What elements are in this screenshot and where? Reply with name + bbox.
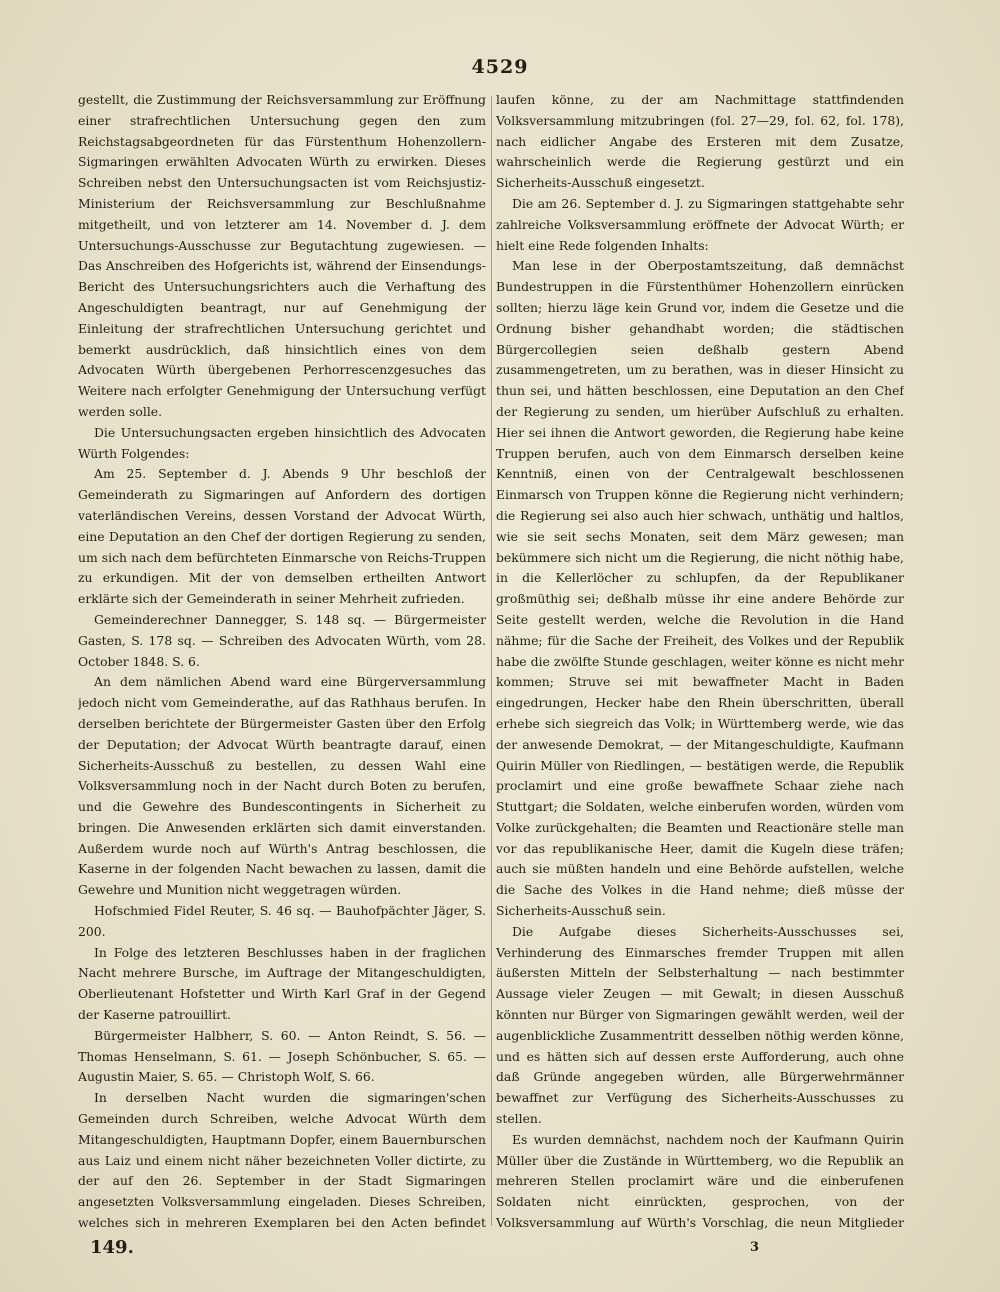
paragraph: laufen könne, zu der am Nachmittage stattfindenden Volksversammlung mitzubringen (fol. 27—29, fol. 62, fol. 178), nach eidlicher Angabe des Ersteren mit dem Zusatze, wahrscheinlich werde die Regierung gestürzt und ein Sicherheits-Ausschuß eingesetzt. — [496, 92, 904, 191]
sheet-signature-left: 149. — [90, 1237, 134, 1258]
left-column — [78, 90, 486, 1230]
paragraph: gestellt, die Zustimmung der Reichsversammlung zur Eröffnung einer strafrechtlichen Untersuchung gegen den zum Reichstagsabgeordneten für das Fürstenthum Hohenzollern-Sigmaringen erwählten Advocaten Würth zu erwirken. Dieses Schreiben nebst den Untersuchungsacten ist vom Reichsjustiz-Ministerium der Reichsversammlung zur Beschlußnahme mitgetheilt, und von letzterer am 14. November d. J. dem Untersuchungs-Ausschusse zur Begutachtung zugewiesen. — Das Anschreiben des Hofgerichts ist, während der Einsendungs-Bericht des Untersuchungsrichters auch die Verhaftung des Angeschuldigten beantragt, nur auf Genehmigung der Einleitung der strafrechtlichen Untersuchung gerichtet und bemerkt ausdrücklich, daß hinsichtlich eines von dem Advocaten Würth übergebenen Perhorrescenzgesuches das Weitere nach erfolgter Genehmigung der Untersuchung verfügt werden solle. — [78, 92, 486, 419]
paragraph: Man lese in der Oberpostamtszeitung, daß demnächst Bundestruppen in die Fürstenthümer Hohenzollern einrücken sollten; hierzu läge kein Grund vor, indem die Gesetze und die Ordnung bisher gehandhabt worden; die städtischen Bürgercollegien seien deßhalb gestern Abend zusammengetreten, um zu berathen, was in dieser Hinsicht zu thun sei, und hätten beschlossen, eine Deputation an den Chef der Regierung zu senden, um hierüber Aufschluß zu erhalten. Hier sei ihnen die Antwort geworden, die Regierung habe keine Truppen berufen, auch von dem Einmarsch derselben keine Kenntniß, einen von der Centralgewalt beschlossenen Einmarsch von Truppen könne die Regierung nicht verhindern; die Regierung sei also auch hier schwach, unthätig und haltlos, wie sie seit sechs Monaten, seit dem März gewesen; man bekümmere sich nicht um die Regierung, die nicht nöthig habe, in die Kellerlöcher zu schlupfen, da der Republikaner großmüthig sei; deßhalb müsse ihr eine andere Behörde zur Seite gestellt werden, welche die Revolution in die Hand nähme; für die Sache der Freiheit, des Volkes und der Republik habe die zwölfte Stunde geschlagen, weiter könne es nicht mehr kommen; Struve sei mit bewaffneter Macht in Baden eingedrungen, Hecker habe den Rhein überschritten, überall erhebe sich siegreich das Volk; in Württemberg werde, wie das der anwesende Demokrat, — der Mitangeschuldigte, Kaufmann Quirin Müller von Riedlingen, — bestätigen werde, die Republik proclamirt und eine große bewaffnete Schaar ziehe nach Stuttgart; die Soldaten, welche einberufen worden, würden vom Volke zurückgehalten; die Beamten und Reactionäre stelle man vor das republikanische Heer, damit die Kugeln diese träfen; auch sie müßten handeln und eine Behörde aufstellen, welche die Sache des Volkes in die Hand nehme; dieß müsse der Sicherheits-Ausschuß sein. — [496, 258, 904, 919]
paragraph: In derselben Nacht wurden die sigmaringen'schen Gemeinden durch Schreiben, welche Advocat Würth dem Mitangeschuldigten, Hauptmann Dopfer, einem Bauernburschen aus Laiz und einem nicht näher bezeichneten Voller dictirte, zu der auf den 26. September in der Stadt Sigmaringen angesetzten Volksversammlung eingeladen. Dieses Schreiben, welches sich in mehreren Exemplaren bei den Acten befindet — [78, 1090, 486, 1230]
paragraph: Bürgermeister Halbherr, S. 60. — Anton Reindt, S. 56. — Thomas Henselmann, S. 61. — Joseph Schönbucher, S. 65. — Augustin Maier, S. 65. — Christoph Wolf, S. 66. — [78, 1027, 486, 1085]
paragraph: Hofschmied Fidel Reuter, S. 46 sq. — Bauhofpächter Jäger, S. 200. — [78, 903, 486, 939]
paragraph: Es wurden demnächst, nachdem noch der Kaufmann Quirin Müller über die Zustände in Württemberg, wo die Republik an mehreren Stellen proclamirt wäre und die einberufenen Soldaten nicht einrückten, gesprochen, von der Volksversammlung auf Würth's Vorschlag, die neun Mitglieder — [496, 1131, 904, 1230]
paragraph: Die Aufgabe dieses Sicherheits-Ausschusses sei, Verhinderung des Einmarsches fremder Truppen mit allen äußersten Mitteln der Selbsterhaltung — nach bestimmter Aussage vieler Zeugen — mit Gewalt; in diesen Ausschuß könnten nur Bürger von Sigmaringen gewählt werden, weil der augenblickliche Zusammentritt desselben nöthig werden könne, und es hätten sich auf dessen erste Aufforderung, auch ohne daß Gründe angegeben würden, alle Bürgerwehrmänner bewaffnet zur Verfügung des Sicherheits-Ausschusses zu stellen. — [496, 923, 904, 1127]
column-divider — [491, 96, 492, 1226]
page-number: 4529 — [471, 56, 529, 78]
paragraph: An dem nämlichen Abend ward eine Bürgerversammlung jedoch nicht vom Gemeinderathe, auf das Rathhaus berufen. In derselben berichtete der Bürgermeister Gasten über den Erfolg der Deputation; der Advocat Würth beantragte darauf, einen Sicherheits-Ausschuß zu bestellen, zu dessen Wahl eine Volksversammlung noch in der Nacht durch Boten zu berufen, und die Gewehre des Bundescontingents in Sicherheit zu bringen. Die Anwesenden erklärten sich damit einverstanden. Außerdem wurde noch auf Würth's Antrag beschlossen, die Kaserne in der folgenden Nacht bewachen zu lassen, damit die Gewehre und Munition nicht weggetragen würden. — [78, 674, 486, 898]
paragraph: Gemeinderechner Dannegger, S. 148 sq. — Bürgermeister Gasten, S. 178 sq. — Schreiben des Advocaten Würth, vom 28. October 1848. S. 6. — [78, 611, 486, 669]
paragraph: In Folge des letzteren Beschlusses haben in der fraglichen Nacht mehrere Bursche, im Auftrage der Mitangeschuldigten, Oberlieutenant Hofstetter und Wirth Karl Graf in der Gegend der Kaserne patrouillirt. — [78, 944, 486, 1023]
right-column — [496, 90, 904, 1230]
paragraph: Am 25. September d. J. Abends 9 Uhr beschloß der Gemeinderath zu Sigmaringen auf Anfordern des dortigen vaterländischen Vereins, dessen Vorstand der Advocat Würth, eine Deputation an den Chef der dortigen Regierung zu senden, um sich nach dem befürchteten Einmarsche von Reichs-Truppen zu erkundigen. Mit der von demselben ertheilten Antwort erklärte sich der Gemeinderath in seiner Mehrheit zufrieden. — [78, 466, 486, 607]
sheet-signature-right: 3 — [750, 1240, 760, 1255]
paragraph: Die Untersuchungsacten ergeben hinsichtlich des Advocaten Würth Folgendes: — [78, 424, 486, 461]
paragraph: Die am 26. September d. J. zu Sigmaringen stattgehabte sehr zahlreiche Volksversammlung eröffnete der Advocat Würth; er hielt eine Rede folgenden Inhalts: — [496, 195, 904, 253]
